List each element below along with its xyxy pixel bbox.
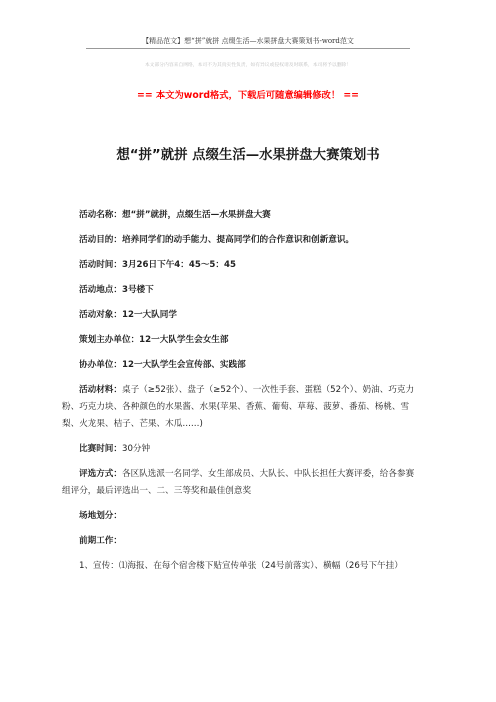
paragraph-activity-location [62, 282, 422, 299]
paragraph-activity-audience [62, 307, 422, 324]
paragraph-co-organizer [62, 357, 422, 374]
paragraph-label: 策划主办单位： [79, 335, 140, 345]
paragraph-competition-time [62, 441, 422, 458]
paragraph-label: 评选方式： [79, 469, 122, 479]
paragraph-value: 想“拼”就拼，点缀生活—水果拼盘大赛 [121, 210, 271, 220]
word-format-notice: == 本文为word格式，下载后可随意编辑修改！ == [137, 90, 359, 101]
paragraph-activity-time [62, 257, 422, 274]
paragraph-label: 比赛时间： [79, 444, 122, 454]
paragraph-label: 活动时间： [79, 260, 122, 270]
paragraph-label: 活动对象： [79, 310, 122, 320]
paragraph-value: 1、宣传：⑴海报、在每个宿舍楼下贴宣传单张（24号前落实）、横幅（26号下午挂） [79, 561, 403, 571]
paragraph-preparation [62, 533, 422, 550]
paragraph-organizer [62, 332, 422, 349]
paragraph-value: 3号楼下 [121, 285, 154, 295]
paragraph-venue-layout [62, 508, 422, 525]
document-body [62, 207, 422, 583]
paragraph-materials [62, 382, 422, 433]
paragraph-value: 12一大队同学 [121, 310, 177, 320]
paragraph-value: 各区队选派一名同学、女生部成员、大队长、中队长担任大赛评委，给各参赛组评分，最后评选出一、二、三等奖和最佳创意奖 [62, 469, 415, 496]
disclaimer-text: 本文部分内容来自网络，本司不为其真实性负责，如有异议或侵权请及时联系，本司将予以删除！ [144, 63, 352, 68]
document-title: 想“拼”就拼 点缀生活—水果拼盘大赛策划书 [116, 148, 380, 163]
paragraph-label: 活动材料： [79, 385, 122, 395]
paragraph-activity-name [62, 207, 422, 224]
paragraph-value: 30分钟 [121, 444, 151, 454]
paragraph-label: 前期工作： [79, 536, 122, 546]
page-header-title: 【精品范文】想“拼”就拼 点缀生活—水果拼盘大赛策划书-word范文 [142, 37, 354, 45]
paragraph-value: 12一大队学生会宣传部、实践部 [121, 360, 246, 370]
paragraph-label: 活动名称： [79, 210, 122, 220]
paragraph-publicity [62, 558, 422, 575]
paragraph-value: 培养同学们的动手能力、提高同学们的合作意识和创新意识。 [121, 235, 355, 245]
paragraph-activity-purpose [62, 232, 422, 249]
paragraph-label: 协办单位： [79, 360, 122, 370]
paragraph-value: 3月26日下午4：45～5：45 [121, 260, 236, 270]
header-divider [86, 48, 410, 49]
paragraph-label: 活动目的： [79, 235, 122, 245]
paragraph-label: 活动地点： [79, 285, 122, 295]
paragraph-judging-method [62, 466, 422, 500]
paragraph-label: 场地划分： [79, 511, 122, 521]
paragraph-value: 桌子（≥52张）、盘子（≥52个）、一次性手套、蛋糕（52个）、奶油、巧克力粉、巧克力块、各种颜色的水果酱、水果(苹果、香蕉、葡萄、草莓、菠萝、番茄、杨桃、雪梨、火龙果、桔子、芒果、木瓜……) [62, 385, 415, 429]
paragraph-value: 12一大队学生会女生部 [139, 335, 229, 345]
